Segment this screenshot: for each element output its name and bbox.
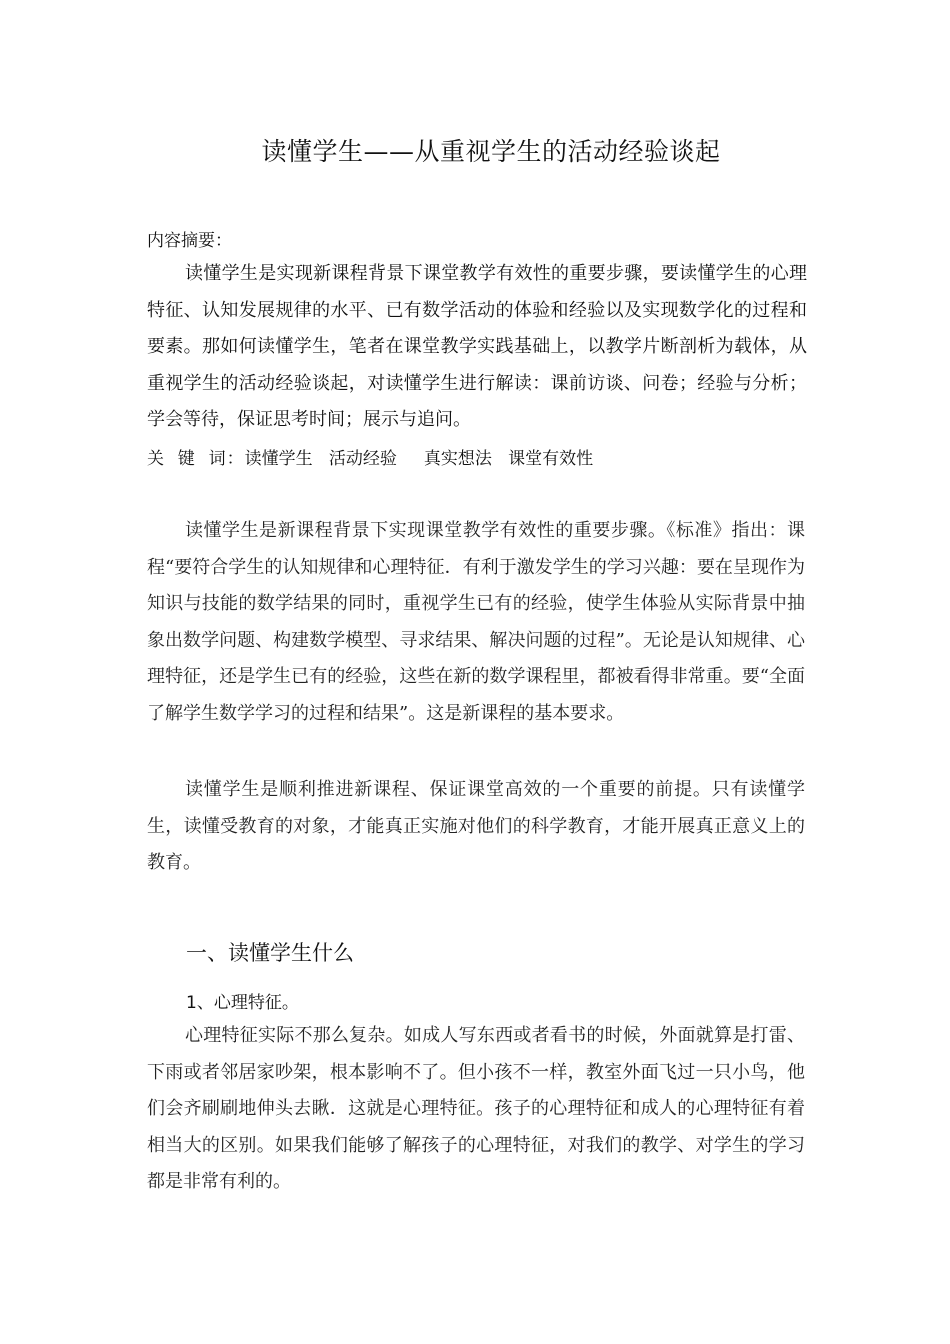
keywords-text: 读懂学生 活动经验 真实想法 课堂有效性 — [244, 449, 594, 469]
body-paragraph: 读懂学生是新课程背景下实现课堂教学有效性的重要步骤。《标准》指出：课程“要符合学生的认知规律和心理特征．有利于激发学生的学习兴趣：要在呈现作为知识与技能的数学结果的同时，重视学生已有的经验，使学生体验从实际背景中抽象出数学问题、构建数学模型、寻求结果、解决问题的过程”。无论是认知规律、心理特征，还是学生已有的经验，这些在新的数学课程里，都被看得非常重。要“全面了解学生数学学习的过程和结果”。这是新课程的基本要求。 — [147, 520, 805, 724]
keywords-line — [147, 446, 593, 472]
section-heading: 一、读懂学生什么 — [186, 941, 354, 965]
abstract-text: 读懂学生是实现新课程背景下课堂教学有效性的重要步骤，要读懂学生的心理特征、认知发展规律的水平、已有数学活动的体验和经验以及实现数学化的过程和要素。那如何读懂学生，笔者在课堂教学实践基础上，以教学片断剖析为载体，从重视学生的活动经验谈起，对读懂学生进行解读：课前访谈、问卷；经验与分析；学会等待，保证思考时间；展示与追问。 — [147, 263, 807, 430]
document-title: 读懂学生——从重视学生的活动经验谈起 — [261, 137, 721, 166]
section-paragraph: 心理特征实际不那么复杂。如成人写东西或者看书的时候，外面就算是打雷、下雨或者邻居家吵架，根本影响不了。但小孩不一样，教室外面飞过一只小鸟，他们会齐刷刷地伸头去瞅．这就是心理特征。孩子的心理特征和成人的心理特征有着相当大的区别。如果我们能够了解孩子的心理特征，对我们的教学、对学生的学习都是非常有利的。 — [147, 1025, 805, 1193]
keywords-label: 关 键 词： — [147, 449, 245, 469]
subsection-heading: 1、心理特征。 — [186, 993, 299, 1013]
body-paragraph: 读懂学生是顺利推进新课程、保证课堂高效的一个重要的前提。只有读懂学生，读懂受教育的对象，才能真正实施对他们的科学教育，才能开展真正意义上的教育。 — [147, 779, 805, 874]
abstract-label: 内容摘要： — [147, 231, 232, 251]
